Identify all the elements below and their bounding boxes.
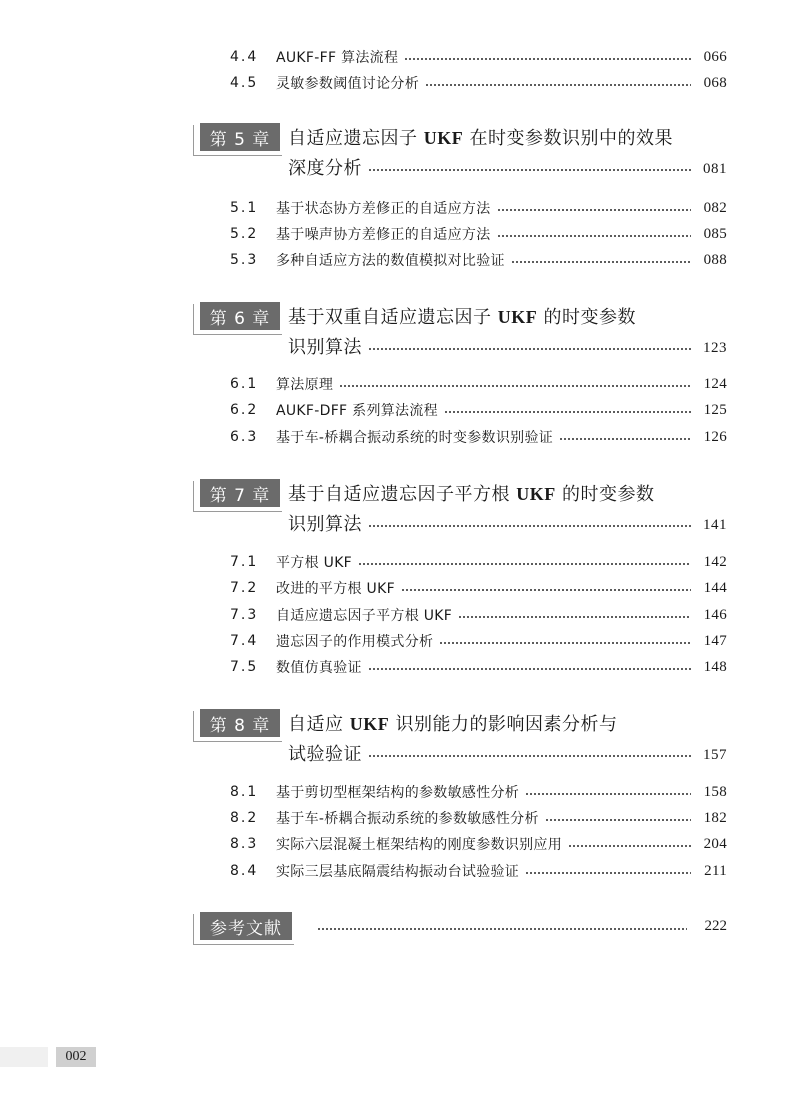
page-number: 085 bbox=[703, 225, 727, 242]
references-entry[interactable] bbox=[193, 912, 727, 948]
chapter-title-line2: 试验验证 157 bbox=[288, 744, 727, 765]
section-title: 基于噪声协方差修正的自适应方法 bbox=[276, 227, 491, 243]
leader-dots bbox=[497, 209, 692, 211]
toc-entry-7-2[interactable] bbox=[230, 577, 727, 599]
section-number: 6.3 bbox=[230, 429, 259, 445]
section-number: 8.2 bbox=[230, 810, 259, 826]
toc-entry-8-4[interactable] bbox=[230, 860, 727, 882]
toc-entry-7-1[interactable] bbox=[230, 551, 727, 573]
section-title: 基于车-桥耦合振动系统的时变参数识别验证 bbox=[276, 430, 554, 446]
page-number: 146 bbox=[703, 606, 727, 623]
section-number: 8.3 bbox=[230, 836, 259, 852]
section-title: 多种自适应方法的数值模拟对比验证 bbox=[276, 253, 505, 269]
page-number: 147 bbox=[703, 632, 727, 649]
page-number: 068 bbox=[703, 74, 727, 91]
leader-dots bbox=[368, 169, 691, 171]
page-number: 124 bbox=[703, 375, 727, 392]
leader-dots bbox=[439, 642, 691, 644]
toc-entry-8-3[interactable] bbox=[230, 833, 727, 855]
section-title: AUKF-DFF 系列算法流程 bbox=[276, 403, 438, 419]
section-title: 改进的平方根 UKF bbox=[276, 581, 395, 597]
leader-dots bbox=[497, 235, 692, 237]
section-title: 基于剪切型框架结构的参数敏感性分析 bbox=[276, 785, 520, 801]
section-title: 自适应遗忘因子平方根 UKF bbox=[276, 608, 453, 624]
leader-dots bbox=[545, 819, 691, 821]
leader-dots bbox=[444, 411, 691, 413]
section-title: 算法原理 bbox=[276, 377, 334, 393]
page-number: 066 bbox=[703, 48, 727, 65]
page-number: 082 bbox=[703, 199, 727, 216]
page-number: 222 bbox=[704, 918, 727, 934]
leader-dots bbox=[368, 348, 691, 350]
page-number: 141 bbox=[703, 516, 727, 533]
leader-dots bbox=[525, 872, 691, 874]
toc-entry-5-3[interactable] bbox=[230, 249, 727, 271]
toc-entry-7-3[interactable] bbox=[230, 604, 727, 626]
page-number: 081 bbox=[703, 160, 727, 177]
leader-dots bbox=[458, 616, 691, 618]
page-number: 204 bbox=[703, 835, 727, 852]
section-number: 7.2 bbox=[230, 580, 259, 596]
section-title: 基于车-桥耦合振动系统的参数敏感性分析 bbox=[276, 811, 539, 827]
section-number: 7.3 bbox=[230, 607, 259, 623]
section-title: 遗忘因子的作用模式分析 bbox=[276, 634, 434, 650]
references-label: 参考文献 bbox=[200, 912, 292, 940]
page-number: 157 bbox=[703, 746, 727, 763]
chapter-8-heading[interactable] bbox=[193, 709, 727, 769]
toc-entry-6-3[interactable] bbox=[230, 426, 727, 448]
toc-entry-8-2[interactable] bbox=[230, 807, 727, 829]
toc-entry-5-1[interactable] bbox=[230, 197, 727, 219]
footer-page-number: 002 bbox=[56, 1047, 96, 1067]
section-title: AUKF-FF 算法流程 bbox=[276, 50, 399, 66]
page-number: 211 bbox=[704, 862, 727, 879]
leader-dots bbox=[368, 668, 691, 670]
leader-dots bbox=[525, 793, 691, 795]
section-title: 实际三层基底隔震结构振动台试验验证 bbox=[276, 864, 520, 880]
leader-dots bbox=[568, 845, 691, 847]
leader-dots bbox=[404, 58, 691, 60]
chapter-title: 自适应遗忘因子 UKF 在时变参数识别中的效果 bbox=[288, 128, 673, 149]
chapter-title: 基于双重自适应遗忘因子 UKF 的时变参数 bbox=[288, 307, 636, 328]
page-number: 158 bbox=[703, 783, 727, 800]
section-number: 4.4 bbox=[230, 49, 259, 65]
page-number: 182 bbox=[703, 809, 727, 826]
chapter-label: 第 7 章 bbox=[200, 479, 280, 507]
section-title: 灵敏参数阈值讨论分析 bbox=[276, 76, 419, 92]
leader-dots bbox=[339, 385, 691, 387]
page-number: 142 bbox=[703, 553, 727, 570]
section-number: 5.2 bbox=[230, 226, 259, 242]
toc-entry-5-2[interactable] bbox=[230, 223, 727, 245]
toc-entry-7-4[interactable] bbox=[230, 630, 727, 652]
chapter-label: 第 8 章 bbox=[200, 709, 280, 737]
section-number: 7.4 bbox=[230, 633, 259, 649]
page-number: 088 bbox=[703, 251, 727, 268]
leader-dots bbox=[358, 563, 691, 565]
section-title: 实际六层混凝土框架结构的刚度参数识别应用 bbox=[276, 837, 562, 853]
chapter-label: 第 6 章 bbox=[200, 302, 280, 330]
chapter-title: 自适应 UKF 识别能力的影响因素分析与 bbox=[288, 714, 618, 735]
leader-dots bbox=[559, 438, 691, 440]
chapter-7-heading[interactable] bbox=[193, 479, 727, 539]
section-title: 基于状态协方差修正的自适应方法 bbox=[276, 201, 491, 217]
toc-entry-6-1[interactable] bbox=[230, 373, 727, 395]
section-number: 6.1 bbox=[230, 376, 259, 392]
chapter-6-heading[interactable] bbox=[193, 302, 727, 362]
page-number: 126 bbox=[703, 428, 727, 445]
section-title: 数值仿真验证 bbox=[276, 660, 362, 676]
section-number: 8.1 bbox=[230, 784, 259, 800]
footer-bar bbox=[0, 1047, 48, 1067]
page-number: 144 bbox=[703, 579, 727, 596]
chapter-title: 基于自适应遗忘因子平方根 UKF 的时变参数 bbox=[288, 484, 655, 505]
section-number: 5.1 bbox=[230, 200, 259, 216]
leader-dots bbox=[368, 525, 691, 527]
leader-dots bbox=[401, 589, 691, 591]
section-number: 7.1 bbox=[230, 554, 259, 570]
page-number: 123 bbox=[703, 339, 727, 356]
leader-dots bbox=[425, 84, 691, 86]
leader-dots bbox=[317, 928, 687, 930]
toc-entry-8-1[interactable] bbox=[230, 781, 727, 803]
section-number: 5.3 bbox=[230, 252, 259, 268]
section-number: 7.5 bbox=[230, 659, 259, 675]
page-number: 148 bbox=[703, 658, 727, 675]
toc-entry-4-5[interactable] bbox=[230, 72, 727, 94]
section-number: 6.2 bbox=[230, 402, 259, 418]
toc-entry-6-2[interactable] bbox=[230, 399, 727, 421]
section-number: 8.4 bbox=[230, 863, 259, 879]
chapter-title-line2: 识别算法 123 bbox=[288, 337, 727, 358]
toc-entry-4-4[interactable] bbox=[230, 46, 727, 68]
section-number: 4.5 bbox=[230, 75, 259, 91]
leader-dots bbox=[368, 755, 691, 757]
chapter-title-line2: 识别算法 141 bbox=[288, 514, 727, 535]
chapter-title-line2: 深度分析 081 bbox=[288, 158, 727, 179]
toc-entry-7-5[interactable] bbox=[230, 656, 727, 678]
chapter-5-heading[interactable] bbox=[193, 123, 727, 183]
section-title: 平方根 UKF bbox=[276, 555, 353, 571]
leader-dots bbox=[511, 261, 691, 263]
page-number: 125 bbox=[703, 401, 727, 418]
chapter-label: 第 5 章 bbox=[200, 123, 280, 151]
